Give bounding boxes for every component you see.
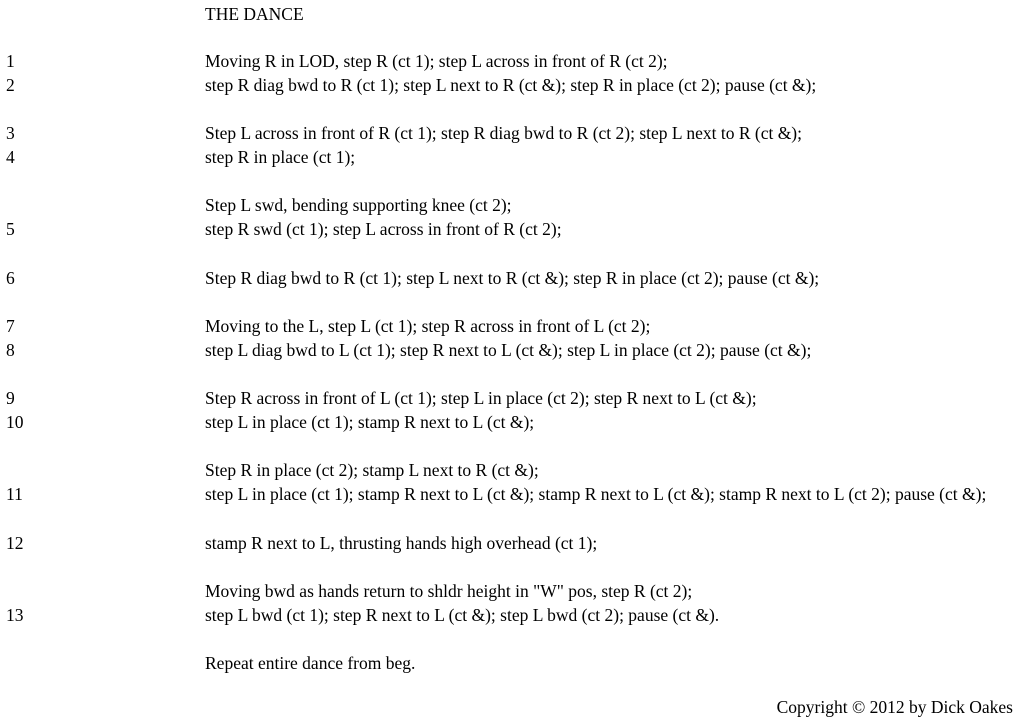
measure-text: Step L swd, bending supporting knee (ct 2); xyxy=(205,195,512,215)
measure-number: 6 xyxy=(6,268,15,288)
measure-text: Moving bwd as hands return to shldr height in "W" pos, step R (ct 2); xyxy=(205,581,693,601)
measure-number: 10 xyxy=(6,412,24,432)
measure-text: Step R across in front of L (ct 1); step L in place (ct 2); step R next to L (ct &); xyxy=(205,388,757,408)
measure-text: step R swd (ct 1); step L across in front of R (ct 2); xyxy=(205,219,562,239)
measure-number: 13 xyxy=(6,605,24,625)
measure-text: Step L across in front of R (ct 1); step R diag bwd to R (ct 2); step L next to R (ct &); xyxy=(205,123,802,143)
measure-text: stamp R next to L, thrusting hands high overhead (ct 1); xyxy=(205,533,598,553)
measure-number: 11 xyxy=(6,484,23,504)
measure-number: 1 xyxy=(6,51,15,71)
measure-number: 12 xyxy=(6,533,24,553)
measure-number: 9 xyxy=(6,388,15,408)
measure-number: 8 xyxy=(6,340,15,360)
measure-text: Step R diag bwd to R (ct 1); step L next to R (ct &); step R in place (ct 2); pause (ct &); xyxy=(205,268,820,288)
measure-text: step L in place (ct 1); stamp R next to L (ct &); stamp R next to L (ct &); stamp R next to L (ct 2); pause (ct &); xyxy=(205,484,987,504)
measure-text: Moving to the L, step L (ct 1); step R across in front of L (ct 2); xyxy=(205,316,651,336)
measure-text: step L in place (ct 1); stamp R next to L (ct &); xyxy=(205,412,535,432)
copyright-notice: Copyright © 2012 by Dick Oakes xyxy=(776,697,1013,717)
measure-text: step L diag bwd to L (ct 1); step R next to L (ct &); step L in place (ct 2); pause (ct &); xyxy=(205,340,812,360)
measure-text: step R diag bwd to R (ct 1); step L next to R (ct &); step R in place (ct 2); pause (ct &); xyxy=(205,75,817,95)
measure-number: 4 xyxy=(6,147,15,167)
measure-number: 5 xyxy=(6,219,15,239)
measure-text: step R in place (ct 1); xyxy=(205,147,356,167)
measure-number: 3 xyxy=(6,123,15,143)
measure-text: step L bwd (ct 1); step R next to L (ct &); step L bwd (ct 2); pause (ct &). xyxy=(205,605,720,625)
measure-text: Repeat entire dance from beg. xyxy=(205,653,416,673)
measure-text: Step R in place (ct 2); stamp L next to R (ct &); xyxy=(205,460,539,480)
measure-number: 7 xyxy=(6,316,15,336)
measure-text: Moving R in LOD, step R (ct 1); step L across in front of R (ct 2); xyxy=(205,51,668,71)
measure-number: 2 xyxy=(6,75,15,95)
section-title: THE DANCE xyxy=(205,4,304,24)
